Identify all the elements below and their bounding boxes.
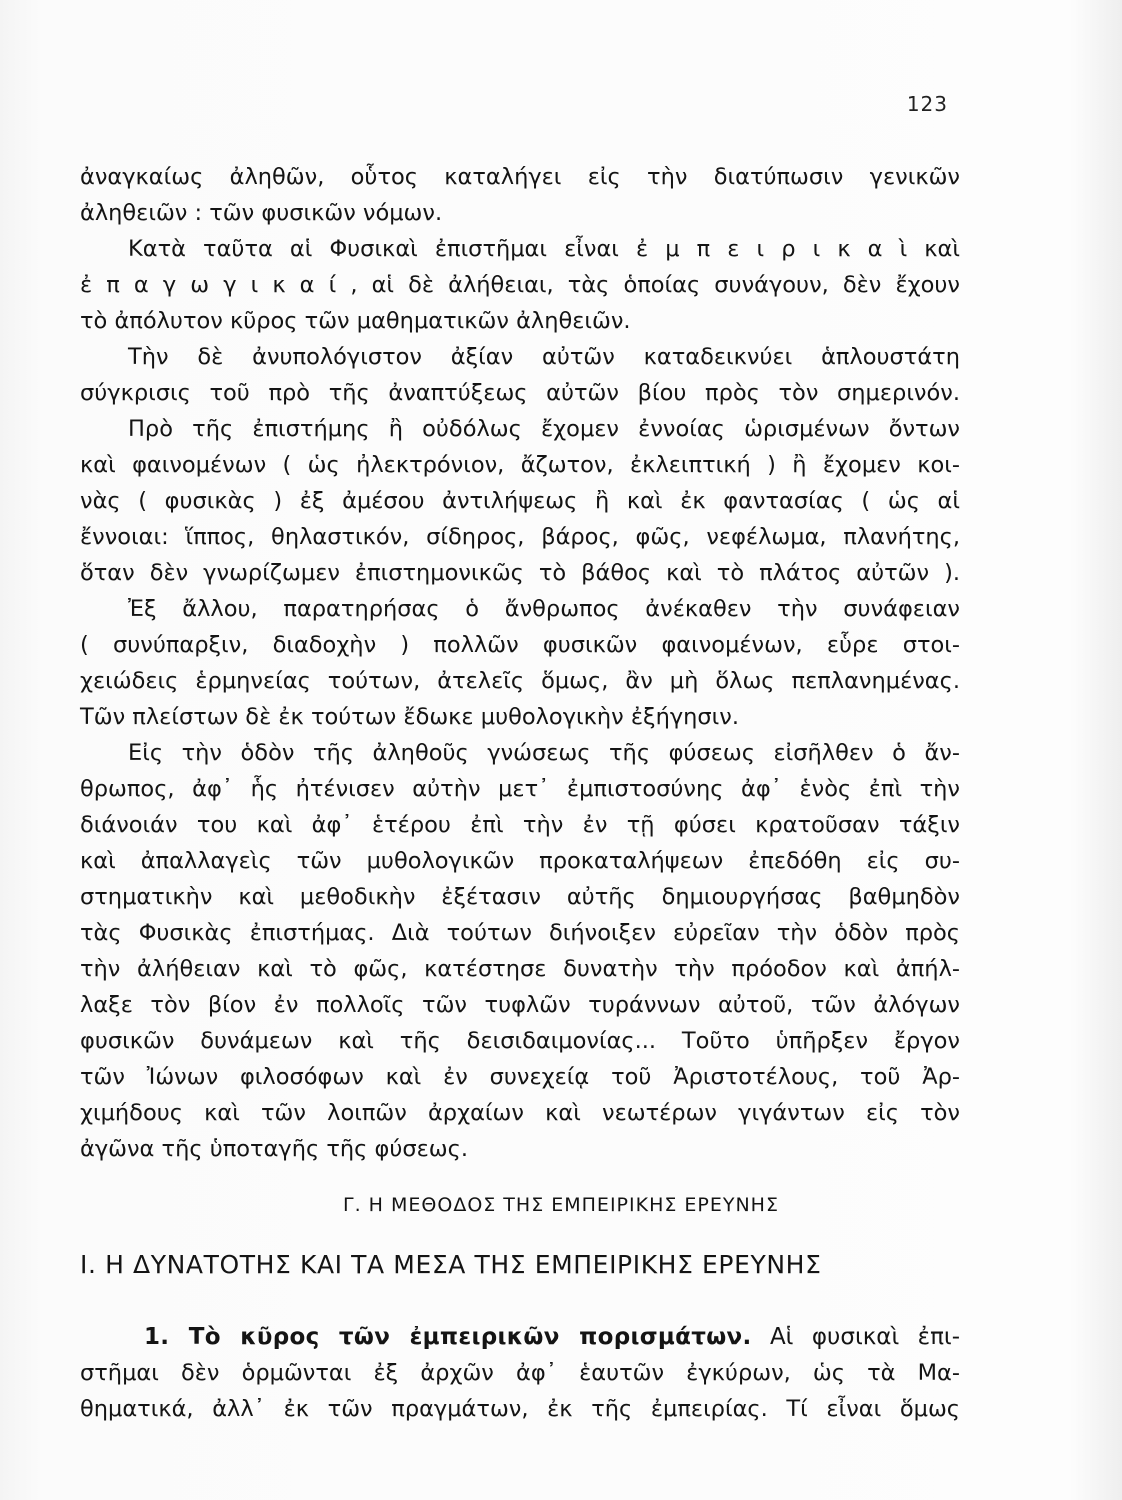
text-line: Ἐξ ἄλλου, παρατηρήσας ὁ ἄνθρωπος ἀνέκαθεν τὴν συνάφειαν bbox=[128, 596, 960, 622]
text-line: ἐ π α γ ω γ ι κ α ί , αἱ δὲ ἀλήθειαι, τὰς ὁποίας συνάγουν, δὲν ἔχουν bbox=[80, 272, 960, 298]
text-line: χειώδεις ἑρμηνείας τούτων, ἀτελεῖς ὅμως, ἂν μὴ ὅλως πεπλανημένας. bbox=[80, 668, 960, 694]
text-line: θρωπος, ἀφ᾽ ἧς ἠτένισεν αὐτὴν μετ᾽ ἐμπιστοσύνης ἀφ᾽ ἑνὸς ἐπὶ τὴν bbox=[80, 776, 960, 802]
text-line: χιμήδους καὶ τῶν λοιπῶν ἀρχαίων καὶ νεωτέρων γιγάντων εἰς τὸν bbox=[80, 1100, 960, 1126]
text-line: τῶν Ἰώνων φιλοσόφων καὶ ἐν συνεχείᾳ τοῦ Ἀριστοτέλους, τοῦ Ἀρ- bbox=[80, 1064, 960, 1090]
text-line: Τὴν δὲ ἀνυπολόγιστον ἀξίαν αὐτῶν καταδεικνύει ἁπλουστάτη bbox=[128, 344, 960, 370]
text-line: στῆμαι δὲν ὁρμῶνται ἐξ ἀρχῶν ἀφ᾽ ἑαυτῶν ἐγκύρων, ὡς τὰ Μα- bbox=[80, 1360, 960, 1386]
subsection-heading: Ι. Η ΔΥΝΑΤΟΤΗΣ ΚΑΙ ΤΑ ΜΕΣΑ ΤΗΣ ΕΜΠΕΙΡΙΚΗΣ ΕΡΕΥΝΗΣ bbox=[80, 1250, 822, 1279]
text-line: διάνοιάν του καὶ ἀφ᾽ ἑτέρου ἐπὶ τὴν ἐν τῇ φύσει κρατοῦσαν τάξιν bbox=[80, 812, 960, 838]
text-line: θηματικά, ἀλλ᾽ ἐκ τῶν πραγμάτων, ἐκ τῆς ἐμπειρίας. Τί εἶναι ὅμως bbox=[80, 1396, 960, 1422]
page-number: 123 bbox=[906, 92, 948, 116]
text-line: ( συνύπαρξιν, διαδοχὴν ) πολλῶν φυσικῶν φαινομένων, εὗρε στοι- bbox=[80, 632, 960, 658]
text-line: Τῶν πλείστων δὲ ἐκ τούτων ἔδωκε μυθολογικὴν ἐξήγησιν. bbox=[80, 704, 740, 730]
text-line: λαξε τὸν βίον ἐν πολλοῖς τῶν τυφλῶν τυράννων αὐτοῦ, τῶν ἀλόγων bbox=[80, 992, 960, 1018]
text-line: στηματικὴν καὶ μεθοδικὴν ἐξέτασιν αὐτῆς δημιουργήσας βαθμηδὸν bbox=[80, 884, 960, 910]
text-line: ἀληθειῶν : τῶν φυσικῶν νόμων. bbox=[80, 200, 443, 226]
text-line: ἔννοιαι: ἵππος, θηλαστικόν, σίδηρος, βάρος, φῶς, νεφέλωμα, πλανήτης, bbox=[80, 524, 960, 550]
text-line: νὰς ( φυσικὰς ) ἐξ ἀμέσου ἀντιλήψεως ἢ καὶ ἐκ φαντασίας ( ὡς αἱ bbox=[80, 488, 960, 514]
text-line: Εἰς τὴν ὁδὸν τῆς ἀληθοῦς γνώσεως τῆς φύσεως εἰσῆλθεν ὁ ἄν- bbox=[128, 740, 960, 766]
text-line: φυσικῶν δυνάμεων καὶ τῆς δεισιδαιμονίας... Τοῦτο ὑπῆρξεν ἔργον bbox=[80, 1028, 960, 1054]
text-line: καὶ ἀπαλλαγεὶς τῶν μυθολογικῶν προκαταλήψεων ἐπεδόθη εἰς συ- bbox=[80, 848, 960, 874]
paragraph-first-line bbox=[144, 1322, 960, 1352]
text-line: ἀγῶνα τῆς ὑποταγῆς τῆς φύσεως. bbox=[80, 1136, 468, 1162]
text-fragment: Αἱ φυσικαὶ ἐπι- bbox=[769, 1324, 960, 1350]
text-line: καὶ φαινομένων ( ὡς ἠλεκτρόνιον, ἄζωτον, ἐκλειπτική ) ἢ ἔχομεν κοι- bbox=[80, 452, 960, 478]
section-heading: Γ. Η ΜΕΘΟΔΟΣ ΤΗΣ ΕΜΠΕΙΡΙΚΗΣ ΕΡΕΥΝΗΣ bbox=[343, 1194, 779, 1216]
text-line: ἀναγκαίως ἀληθῶν, οὗτος καταλήγει εἰς τὴν διατύπωσιν γενικῶν bbox=[80, 164, 960, 190]
text-line: Πρὸ τῆς ἐπιστήμης ἢ οὐδόλως ἔχομεν ἐννοίας ὡρισμένων ὄντων bbox=[128, 416, 960, 442]
text-line: Κατὰ ταῦτα αἱ Φυσικαὶ ἐπιστῆμαι εἶναι ἐ μ π ε ι ρ ι κ α ὶ καὶ bbox=[128, 236, 960, 262]
text-line: σύγκρισις τοῦ πρὸ τῆς ἀναπτύξεως αὐτῶν βίου πρὸς τὸν σημερινόν. bbox=[80, 380, 960, 406]
paragraph-subheading: 1. Τὸ κῦρος τῶν ἐμπειρικῶν πορισμάτων. bbox=[144, 1324, 752, 1350]
text-line: τὴν ἀλήθειαν καὶ τὸ φῶς, κατέστησε δυνατὴν τὴν πρόοδον καὶ ἀπήλ- bbox=[80, 956, 960, 982]
text-line: ὅταν δὲν γνωρίζωμεν ἐπιστημονικῶς τὸ βάθος καὶ τὸ πλάτος αὐτῶν ). bbox=[80, 560, 960, 586]
text-line: τὸ ἀπόλυτον κῦρος τῶν μαθηματικῶν ἀληθειῶν. bbox=[80, 308, 631, 334]
text-line: τὰς Φυσικὰς ἐπιστήμας. Διὰ τούτων διήνοιξεν εὐρεῖαν τὴν ὁδὸν πρὸς bbox=[80, 920, 960, 946]
